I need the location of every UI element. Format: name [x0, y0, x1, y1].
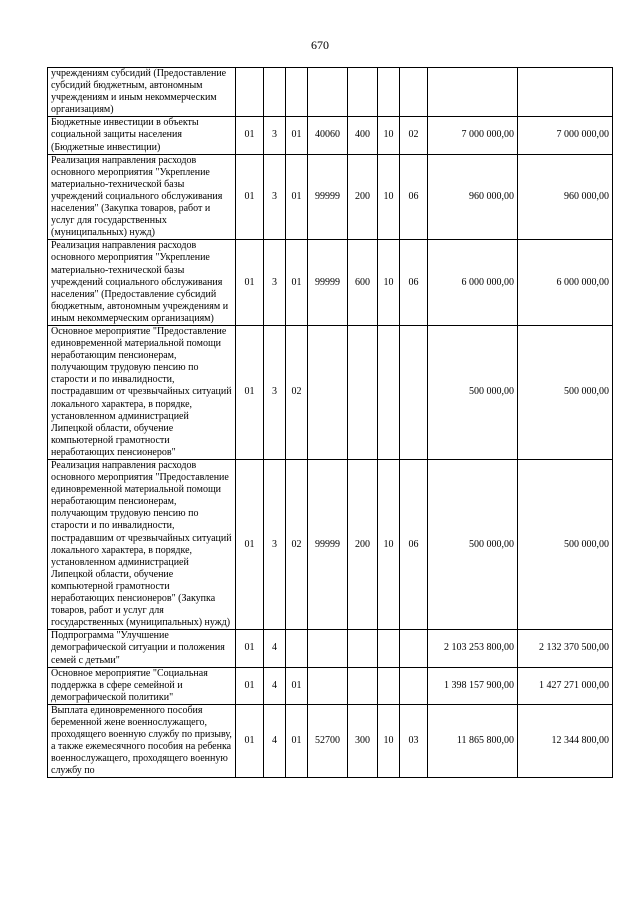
subsection-code-cell [400, 68, 428, 117]
gp-code-cell: 01 [236, 325, 264, 459]
amount-year1-cell: 500 000,00 [428, 460, 518, 630]
sub-code-cell [264, 68, 286, 117]
subsection-code-cell [400, 667, 428, 704]
table-row [48, 154, 613, 240]
amount-year1-cell: 7 000 000,00 [428, 117, 518, 154]
sub-code-cell: 3 [264, 154, 286, 240]
gp-code-cell: 01 [236, 667, 264, 704]
amount-year2-cell [518, 68, 613, 117]
section-code-cell: 10 [378, 117, 400, 154]
section-code-cell [378, 667, 400, 704]
page-number: 670 [311, 38, 329, 52]
sub-code-cell: 3 [264, 325, 286, 459]
row-description: Выплата единовременного пособия беременной жене военнослужащего, проходящего военную службу по призыву, а также ежемесячного пособия на ребенка военнослужащего, проходящего военную службу по [48, 704, 236, 778]
table-row [48, 240, 613, 326]
amount-year1-cell: 960 000,00 [428, 154, 518, 240]
row-description: Бюджетные инвестиции в объекты социальной защиты населения (Бюджетные инвестиции) [48, 117, 236, 154]
budget-table [47, 67, 613, 778]
expense-type-code-cell: 300 [348, 704, 378, 778]
amount-year1-cell: 1 398 157 900,00 [428, 667, 518, 704]
amount-year2-cell: 1 427 271 000,00 [518, 667, 613, 704]
table-row [48, 460, 613, 630]
row-description: Подпрограмма "Улучшение демографической ситуации и положения семей с детьми" [48, 630, 236, 667]
direction-code-cell: 99999 [308, 240, 348, 326]
sub-code-cell: 4 [264, 704, 286, 778]
amount-year1-cell: 500 000,00 [428, 325, 518, 459]
expense-type-code-cell [348, 667, 378, 704]
main-event-code-cell: 02 [286, 325, 308, 459]
main-event-code-cell [286, 630, 308, 667]
direction-code-cell [308, 325, 348, 459]
gp-code-cell: 01 [236, 630, 264, 667]
table-row [48, 68, 613, 117]
row-description: учреждениям субсидий (Предоставление субсидий бюджетным, автономным учреждениям и иным некоммерческим организациям) [48, 68, 236, 117]
amount-year2-cell: 7 000 000,00 [518, 117, 613, 154]
amount-year2-cell: 12 344 800,00 [518, 704, 613, 778]
gp-code-cell: 01 [236, 117, 264, 154]
direction-code-cell: 40060 [308, 117, 348, 154]
direction-code-cell: 99999 [308, 460, 348, 630]
amount-year2-cell: 6 000 000,00 [518, 240, 613, 326]
amount-year2-cell: 500 000,00 [518, 460, 613, 630]
subsection-code-cell: 03 [400, 704, 428, 778]
table-row [48, 117, 613, 154]
table-row [48, 325, 613, 459]
amount-year1-cell: 2 103 253 800,00 [428, 630, 518, 667]
table-row [48, 630, 613, 667]
direction-code-cell [308, 667, 348, 704]
section-code-cell: 10 [378, 240, 400, 326]
main-event-code-cell [286, 68, 308, 117]
row-description: Реализация направления расходов основного мероприятия "Укрепление материально-технической базы учреждений социального обслуживания населения" (Закупка товаров, работ и услуг для государственных (муниципальных) нужд) [48, 154, 236, 240]
sub-code-cell: 3 [264, 117, 286, 154]
subsection-code-cell [400, 630, 428, 667]
expense-type-code-cell [348, 325, 378, 459]
expense-type-code-cell: 200 [348, 154, 378, 240]
direction-code-cell: 52700 [308, 704, 348, 778]
amount-year1-cell [428, 68, 518, 117]
direction-code-cell: 99999 [308, 154, 348, 240]
table-row [48, 667, 613, 704]
expense-type-code-cell [348, 68, 378, 117]
section-code-cell: 10 [378, 460, 400, 630]
expense-type-code-cell [348, 630, 378, 667]
amount-year1-cell: 11 865 800,00 [428, 704, 518, 778]
gp-code-cell: 01 [236, 704, 264, 778]
sub-code-cell: 4 [264, 630, 286, 667]
subsection-code-cell [400, 325, 428, 459]
main-event-code-cell: 01 [286, 154, 308, 240]
sub-code-cell: 3 [264, 240, 286, 326]
row-description: Основное мероприятие "Социальная поддержка в сфере семейной и демографической политики" [48, 667, 236, 704]
amount-year2-cell: 960 000,00 [518, 154, 613, 240]
main-event-code-cell: 01 [286, 240, 308, 326]
main-event-code-cell: 02 [286, 460, 308, 630]
section-code-cell [378, 630, 400, 667]
row-description: Реализация направления расходов основного мероприятия "Укрепление материально-технической базы учреждений социального обслуживания населения" (Предоставление субсидий бюджетным, автономным учреждениям и иным некоммерческим организациям) [48, 240, 236, 326]
subsection-code-cell: 02 [400, 117, 428, 154]
gp-code-cell: 01 [236, 460, 264, 630]
main-event-code-cell: 01 [286, 667, 308, 704]
section-code-cell [378, 325, 400, 459]
sub-code-cell: 4 [264, 667, 286, 704]
section-code-cell: 10 [378, 154, 400, 240]
section-code-cell [378, 68, 400, 117]
expense-type-code-cell: 400 [348, 117, 378, 154]
amount-year1-cell: 6 000 000,00 [428, 240, 518, 326]
amount-year2-cell: 2 132 370 500,00 [518, 630, 613, 667]
sub-code-cell: 3 [264, 460, 286, 630]
gp-code-cell: 01 [236, 240, 264, 326]
row-description: Основное мероприятие "Предоставление единовременной материальной помощи неработающим пенсионерам, получающим трудовую пенсию по старости и по инвалидности, пострадавшим от чрезвычайных ситуаций локального характера, в порядке, установленном администрацией Липецкой области, обучение компьютерной грамотности неработающих пенсионеров" [48, 325, 236, 459]
expense-type-code-cell: 200 [348, 460, 378, 630]
direction-code-cell [308, 68, 348, 117]
direction-code-cell [308, 630, 348, 667]
gp-code-cell [236, 68, 264, 117]
gp-code-cell: 01 [236, 154, 264, 240]
section-code-cell: 10 [378, 704, 400, 778]
row-description: Реализация направления расходов основного мероприятия "Предоставление единовременной материальной помощи неработающим пенсионерам, получающим трудовую пенсию по старости и по инвалидности, пострадавшим от чрезвычайных ситуаций локального характера, в порядке, установленном администрацией Липецкой области, обучение компьютерной грамотности неработающих пенсионеров" (Закупка товаров, работ и услуг для государственных (муниципальных) нужд) [48, 460, 236, 630]
subsection-code-cell: 06 [400, 154, 428, 240]
main-event-code-cell: 01 [286, 117, 308, 154]
amount-year2-cell: 500 000,00 [518, 325, 613, 459]
main-event-code-cell: 01 [286, 704, 308, 778]
expense-type-code-cell: 600 [348, 240, 378, 326]
subsection-code-cell: 06 [400, 460, 428, 630]
table-row [48, 704, 613, 778]
subsection-code-cell: 06 [400, 240, 428, 326]
